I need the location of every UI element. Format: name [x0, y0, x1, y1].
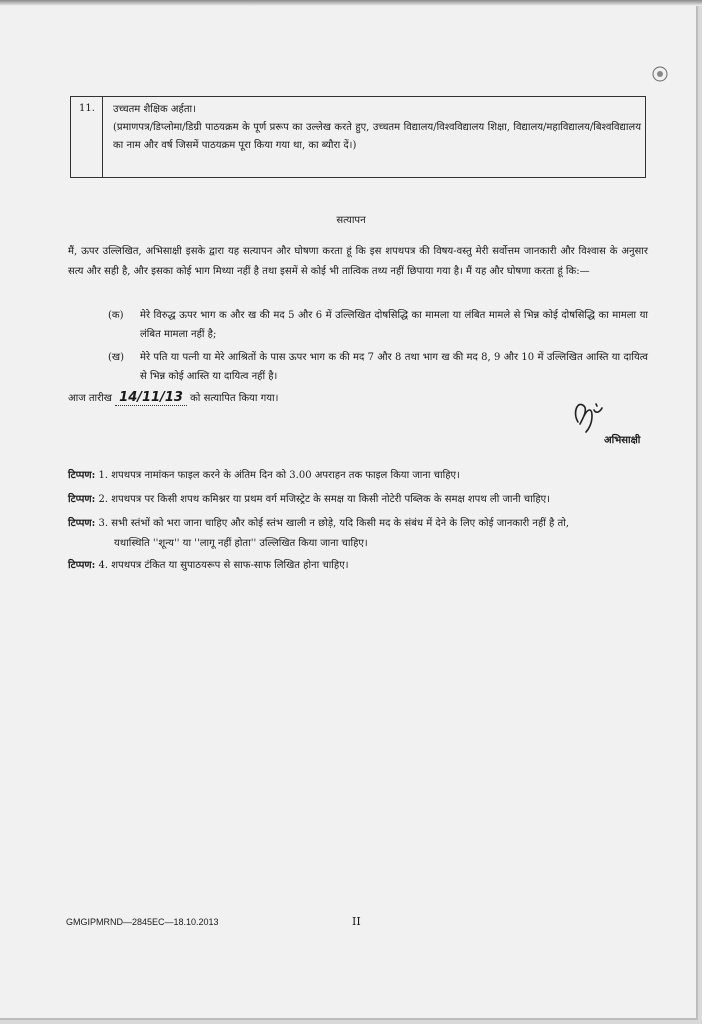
table-row-content [113, 101, 641, 155]
note-text: शपथपत्र नामांकन फाइल करने के अंतिम दिन को 3.00 अपराहन तक फाइल किया जाना चाहिए। [111, 470, 460, 481]
scan-edge-shadow [0, 0, 702, 6]
item-label: (क) [108, 310, 124, 321]
declaration-item-ka [108, 306, 648, 344]
date-prefix: आज तारीख [68, 393, 112, 404]
qualification-table [70, 96, 646, 178]
verification-paragraph: मैं, ऊपर उल्लिखित, अभिसाक्षी इसके द्वारा यह सत्यापन और घोषणा करता हूं कि इस शपथपत्र की विषय-वस्तु मेरी सर्वोत्तम जानकारी और विश्वास के अनुसार सत्य और सही है, और इसका कोई भाग मिथ्या नहीं है तथा इसमें से कोई भी तात्विक तथ्य नहीं छिपाया गया है। मैं यह और घोषणा करता हूं कि:— [68, 246, 648, 277]
printer-code: GMGIPMRND—2845EC—18.10.2013 [66, 917, 219, 927]
note-number: 4. [98, 560, 109, 571]
note-text: शपथपत्र टंकित या सुपाठयरूप से साफ-साफ लिखित होना चाहिए। [111, 560, 349, 571]
note-label: टिप्पण: [68, 560, 96, 571]
note-4 [68, 556, 648, 576]
item-text: मेरे पति या पत्नी या मेरे आश्रितों के पास ऊपर भाग क की मद 7 और 8 तथा भाग ख की मद 8, 9 और 10 में उल्लिखित आस्ति या दायित्व से भिन्न कोई आस्ति या दायित्व नहीं है। [140, 352, 648, 382]
declaration-item-kha [108, 348, 648, 386]
signature-mark [570, 394, 610, 434]
note-1 [68, 466, 648, 486]
page-number: II [352, 915, 361, 928]
qualification-title: उच्चतम शैक्षिक अर्हता। [113, 104, 196, 115]
note-label: टिप्पण: [68, 470, 96, 481]
verification-heading: सत्यापन [336, 215, 366, 226]
verification-date-line [68, 390, 278, 405]
note-2 [68, 490, 648, 510]
note-text: सभी स्तंभों को भरा जाना चाहिए और कोई स्तंभ खाली न छोड़े, यदि किसी मद के संबंध में देने के लिए कोई जानकारी नहीं है तो, [111, 518, 569, 529]
deponent-label: अभिसाक्षी [604, 435, 641, 446]
note-3 [68, 514, 648, 554]
note-number: 3. [98, 518, 109, 529]
note-label: टिप्पण: [68, 494, 96, 505]
table-row-number: 11. [71, 97, 103, 177]
item-text: मेरे विरुद्ध ऊपर भाग क और ख की मद 5 और 6 में उल्लिखित दोषसिद्धि का मामला या लंबित मामले से भिन्न कोई दोषसिद्धि का मामला या लंबित मामला नहीं है; [140, 310, 648, 340]
qualification-description: (प्रमाणपत्र/डिप्लोमा/डिग्री पाठयक्रम के पूर्ण प्ररूप का उल्लेख करते हुए, उच्चतम विद्यालय/विश्वविद्यालय शिक्षा, विद्यालय/महाविद्यालय/बिश्वविद्यालय का नाम और वर्ष जिसमें पाठयक्रम पूरा किया गया था, का ब्यौरा दें।) [113, 122, 641, 151]
note-number: 2. [98, 494, 109, 505]
date-suffix: को सत्यापित किया गया। [190, 393, 279, 404]
note-number: 1. [98, 470, 109, 481]
note-text: शपथपत्र पर किसी शपथ कमिश्नर या प्रथम वर्ग मजिस्ट्रेट के समक्ष या किसी नोटेरी पब्लिक के समक्ष शपथ ली जानी चाहिए। [111, 494, 550, 505]
item-label: (ख) [108, 352, 124, 363]
punch-hole-icon [650, 64, 670, 84]
note-continuation: यथास्थिति ''शून्य'' या ''लागू नहीं होता'' उल्लिखित किया जाना चाहिए। [114, 538, 368, 549]
note-label: टिप्पण: [68, 518, 96, 529]
handwritten-date: 14/11/13 [115, 390, 187, 406]
